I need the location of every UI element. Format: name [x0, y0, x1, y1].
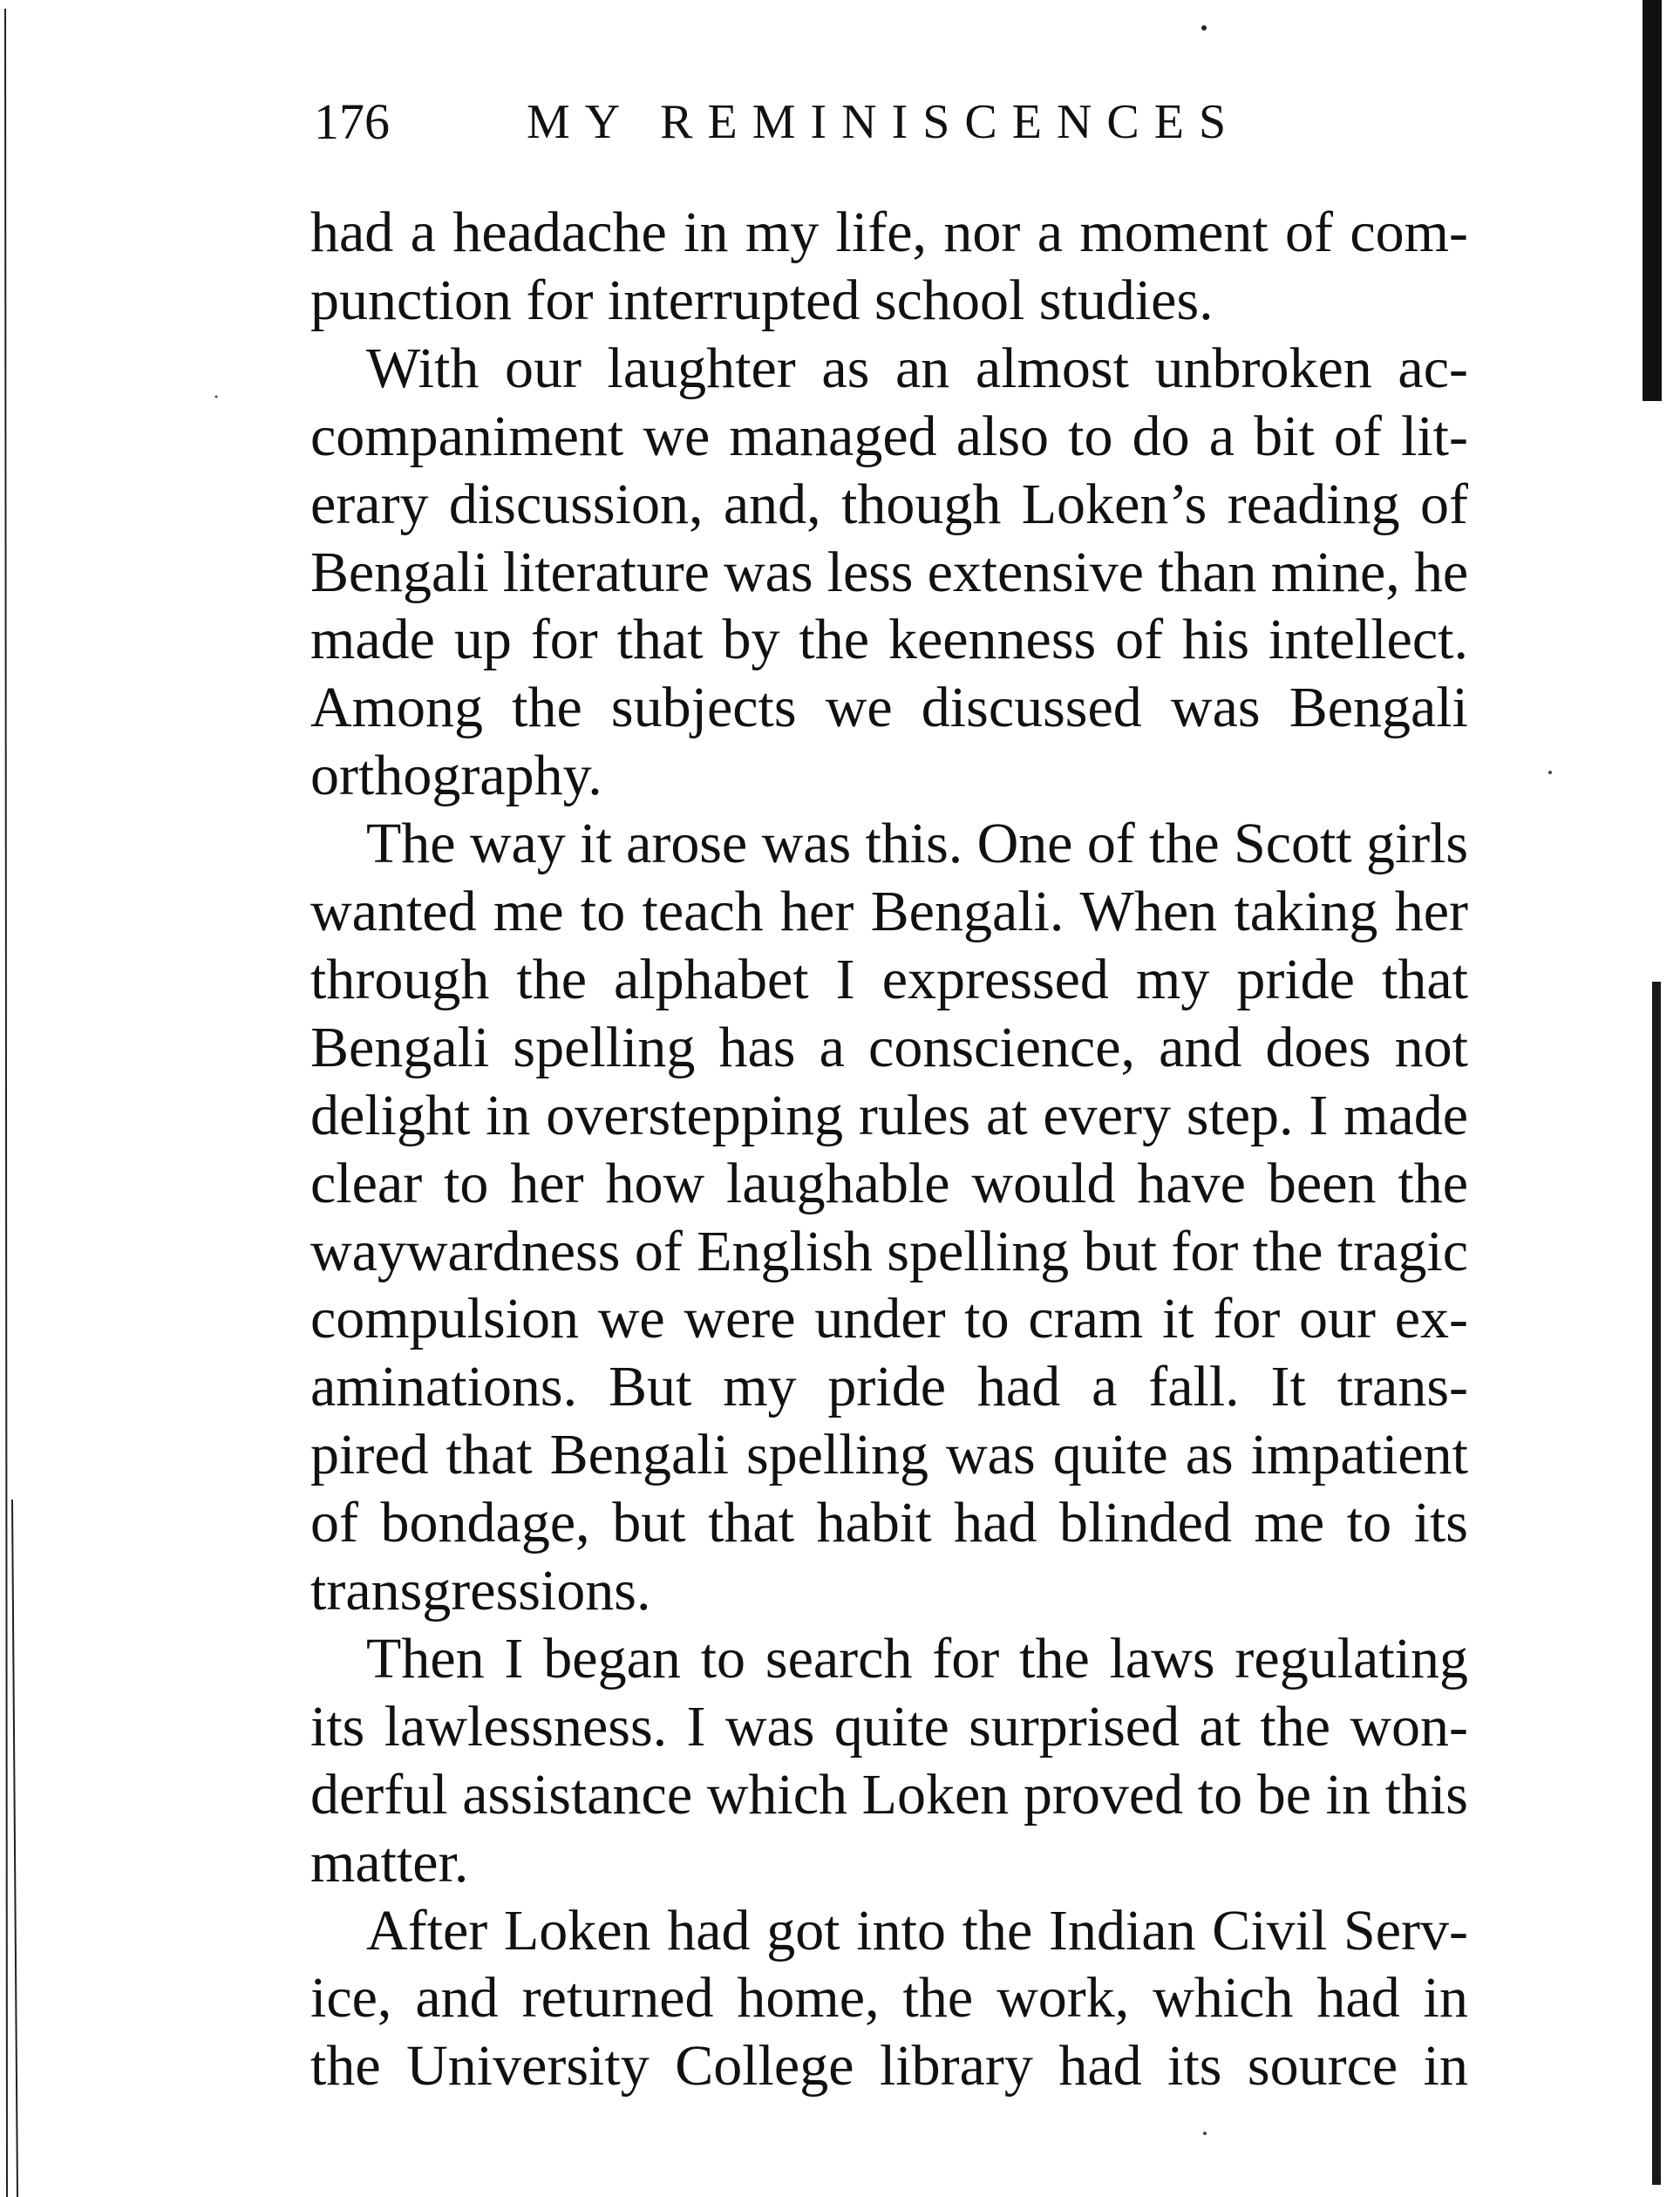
text-line-content: Bengali spelling has a conscience, and does not	[310, 1015, 1468, 1079]
text-line: orthography.	[310, 744, 602, 808]
text-line	[310, 674, 1468, 742]
left-page-edge-line-inner	[12, 1500, 17, 2197]
text-line-content: The way it arose was this. One of the Scott girls	[366, 812, 1469, 876]
text-line-content: delight in overstepping rules at every step. I made	[310, 1083, 1468, 1147]
text-line	[310, 1218, 1468, 1286]
text-line-content: its lawlessness. I was quite surprised at the won-	[310, 1694, 1468, 1758]
text-line	[366, 335, 1468, 403]
text-line	[310, 878, 1468, 946]
text-line-content: erary discussion, and, though Loken’s reading of	[310, 472, 1468, 536]
text-line: matter.	[310, 1830, 469, 1894]
text-line	[310, 1353, 1468, 1421]
text-line	[310, 1964, 1468, 2032]
text-line: transgressions.	[310, 1559, 651, 1622]
scan-speck	[1201, 25, 1207, 31]
scan-speck	[1203, 2132, 1207, 2135]
text-line-content: clear to her how laughable would have been the	[310, 1151, 1468, 1215]
text-line-content: through the alphabet I expressed my pride that	[310, 947, 1468, 1011]
text-line-content: of bondage, but that habit had blinded me to its	[310, 1491, 1468, 1555]
text-line-content: ice, and returned home, the work, which had in	[310, 1966, 1468, 2030]
text-line	[310, 539, 1468, 607]
text-line-content: derful assistance which Loken proved to be in this	[310, 1762, 1468, 1826]
text-line-content: Then I began to search for the laws regulating	[366, 1626, 1468, 1690]
text-line-content: compulsion we were under to cram it for our ex-	[310, 1287, 1468, 1351]
text-line	[310, 1014, 1468, 1082]
text-line	[310, 1285, 1468, 1353]
right-binding-shadow-top	[1643, 0, 1662, 401]
text-line	[310, 1421, 1468, 1489]
text-line-content: the University College library had its source in	[310, 2034, 1468, 2098]
left-page-edge-line	[5, 9, 7, 2197]
text-line: punction for interrupted school studies.	[310, 268, 1214, 332]
text-line	[310, 1761, 1468, 1829]
running-title: MY REMINISCENCES	[527, 95, 1241, 149]
text-line	[310, 1489, 1468, 1557]
text-line-content: With our laughter as an almost unbroken ac-	[366, 336, 1468, 400]
text-line-content: Among the subjects we discussed was Bengali	[310, 676, 1468, 740]
right-binding-shadow-lower	[1652, 982, 1661, 2185]
text-line-content: Bengali literature was less extensive than mine, he	[310, 540, 1468, 604]
text-line	[366, 810, 1468, 878]
text-line	[366, 1625, 1468, 1693]
text-line-content: aminations. But my pride had a fall. It trans-	[310, 1355, 1468, 1419]
text-line	[310, 471, 1468, 539]
text-line-content: companiment we managed also to do a bit of lit-	[310, 404, 1468, 468]
text-line	[310, 199, 1468, 267]
text-line-content: pired that Bengali spelling was quite as impatient	[310, 1423, 1468, 1487]
text-line	[310, 2032, 1468, 2100]
text-line-content: made up for that by the keenness of his intellect.	[310, 608, 1468, 672]
text-line-content: waywardness of English spelling but for the tragic	[310, 1219, 1468, 1283]
scan-speck	[1548, 771, 1552, 774]
text-line	[310, 606, 1468, 674]
text-line	[310, 403, 1468, 471]
text-line	[310, 1150, 1468, 1218]
text-line	[310, 1082, 1468, 1150]
text-line-content: After Loken had got into the Indian Civil Serv-	[366, 1898, 1468, 1962]
text-line-content: wanted me to teach her Bengali. When taking her	[310, 880, 1468, 943]
text-line-content: had a headache in my life, nor a moment of com-	[310, 201, 1468, 264]
scan-speck	[215, 396, 218, 398]
text-line	[310, 946, 1468, 1014]
text-line	[366, 1897, 1468, 1965]
text-line	[310, 1693, 1468, 1761]
page-number: 176	[314, 93, 390, 150]
